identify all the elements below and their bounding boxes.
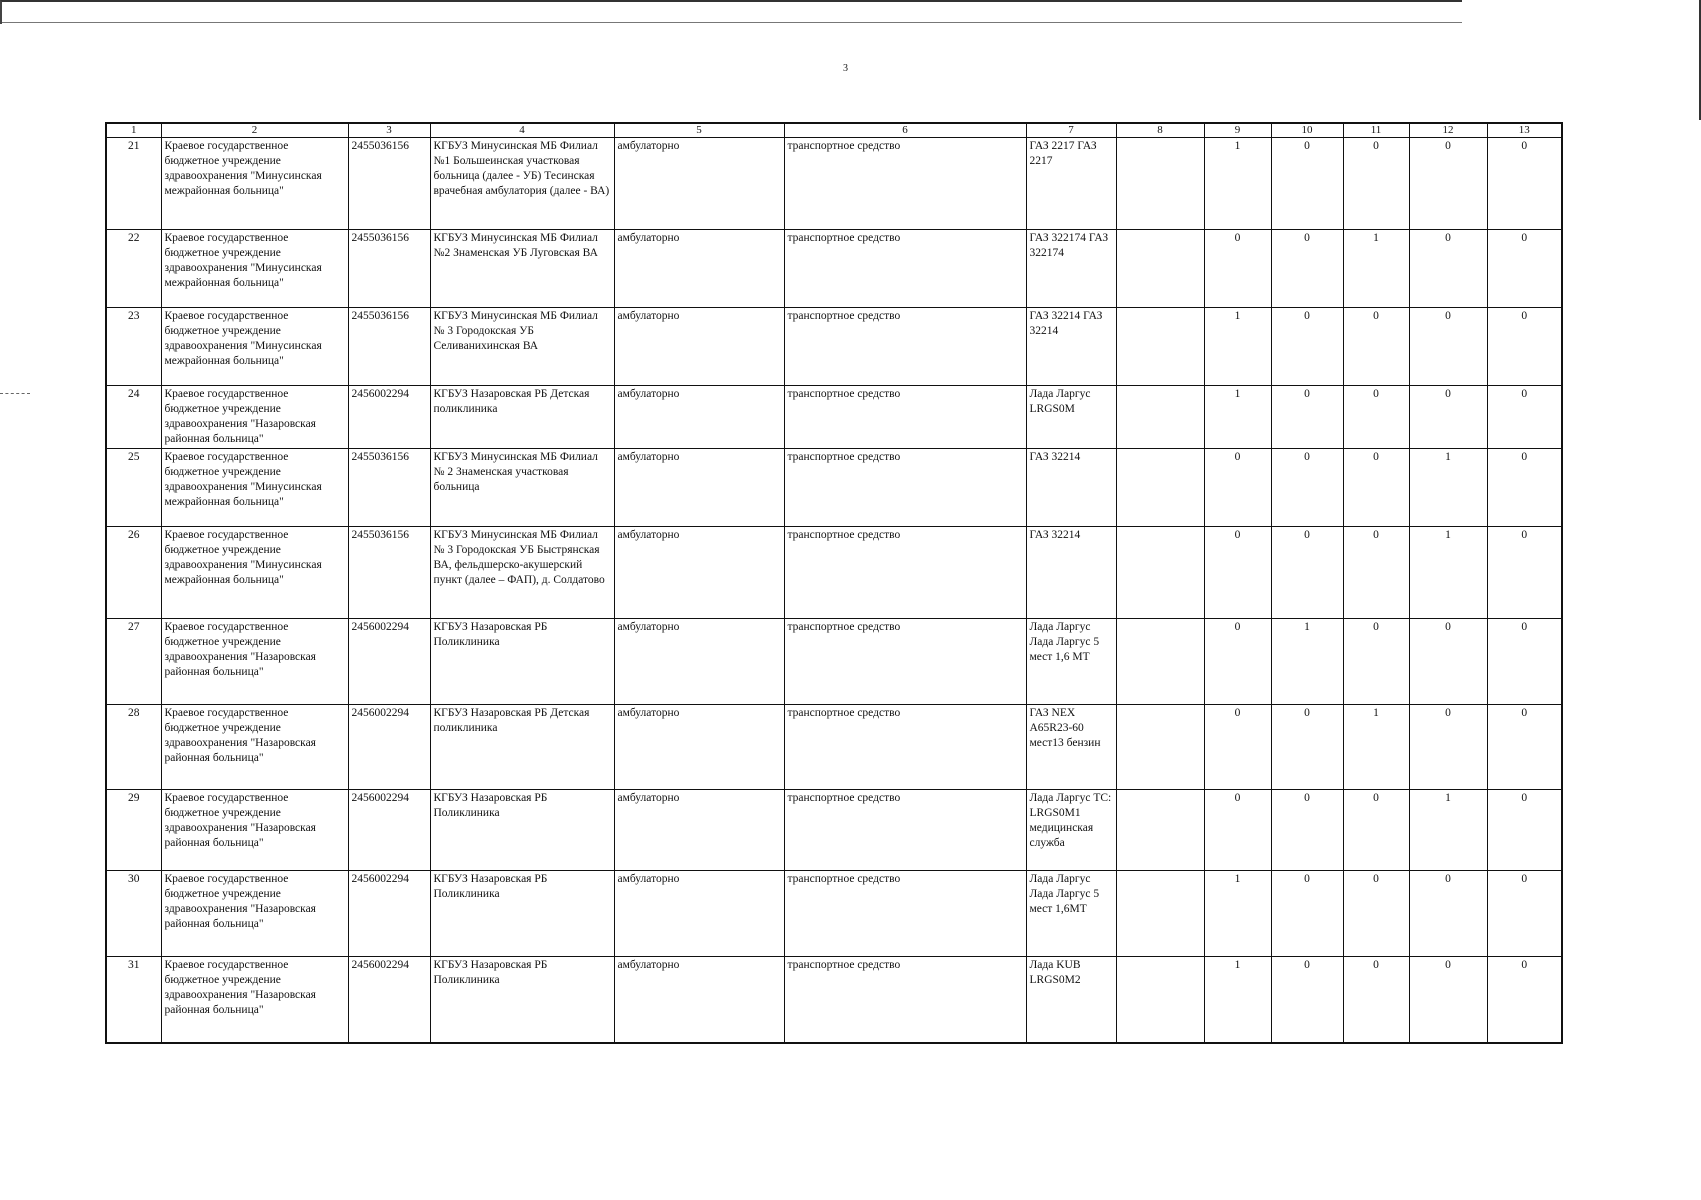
col-8 [1116,957,1204,1043]
col-11: 0 [1343,871,1409,957]
col-13: 0 [1487,308,1562,386]
resource-type: транспортное средство [784,790,1026,871]
care-mode: амбулаторно [614,230,784,308]
row-number: 29 [106,790,161,871]
col-12: 0 [1409,957,1487,1043]
resource-type: транспортное средство [784,138,1026,230]
care-mode: амбулаторно [614,705,784,790]
organization-name: Краевое государственное бюджетное учреждение здравоохранения "Назаровская районная больница" [161,619,348,705]
col-10: 0 [1271,308,1343,386]
organization-name: Краевое государственное бюджетное учреждение здравоохранения "Минусинская межрайонная больница" [161,230,348,308]
col-9: 0 [1204,449,1271,527]
col-13: 0 [1487,619,1562,705]
row-number: 30 [106,871,161,957]
column-header: 8 [1116,123,1204,138]
organization-name: Краевое государственное бюджетное учреждение здравоохранения "Минусинская межрайонная больница" [161,527,348,619]
resource-type: транспортное средство [784,957,1026,1043]
col-10: 0 [1271,790,1343,871]
unit-name: КГБУЗ Назаровская РБ Поликлиника [430,790,614,871]
unit-name: КГБУЗ Назаровская РБ Поликлиника [430,957,614,1043]
unit-name: КГБУЗ Минусинская МБ Филиал № 3 Городокская УБ Быстрянская ВА, фельдшерско-акушерский пункт (далее – ФАП), д. Солдатово [430,527,614,619]
row-number: 31 [106,957,161,1043]
resource-type: транспортное средство [784,230,1026,308]
care-mode: амбулаторно [614,308,784,386]
column-header: 11 [1343,123,1409,138]
care-mode: амбулаторно [614,790,784,871]
col-8 [1116,705,1204,790]
unit-name: КГБУЗ Минусинская МБ Филиал №2 Знаменская УБ Луговская ВА [430,230,614,308]
col-10: 0 [1271,386,1343,449]
vehicle-model: ГАЗ NEX A65R23-60 мест13 бензин [1026,705,1116,790]
table-row [106,308,1562,386]
row-number: 27 [106,619,161,705]
col-8 [1116,619,1204,705]
table-body [106,138,1562,1043]
col-13: 0 [1487,138,1562,230]
col-12: 0 [1409,138,1487,230]
row-number: 21 [106,138,161,230]
scan-border-top [0,0,1462,24]
table-row [106,957,1562,1043]
col-9: 0 [1204,527,1271,619]
column-header: 12 [1409,123,1487,138]
col-10: 0 [1271,230,1343,308]
resource-type: транспортное средство [784,386,1026,449]
care-mode: амбулаторно [614,957,784,1043]
vehicle-model: ГАЗ 32214 [1026,449,1116,527]
col-8 [1116,230,1204,308]
data-table [105,122,1563,1044]
col-8 [1116,449,1204,527]
resource-type: транспортное средство [784,449,1026,527]
scan-margin-mark [0,393,30,394]
col-9: 1 [1204,138,1271,230]
organization-name: Краевое государственное бюджетное учреждение здравоохранения "Назаровская районная больница" [161,386,348,449]
row-number: 28 [106,705,161,790]
col-9: 1 [1204,957,1271,1043]
col-11: 1 [1343,230,1409,308]
vehicle-model: Лада Ларгус Лада Ларгус 5 мест 1,6 МТ [1026,619,1116,705]
table-row [106,138,1562,230]
vehicle-model: Лада Ларгус ТС: LRGS0M1 медицинская служба [1026,790,1116,871]
column-header: 1 [106,123,161,138]
column-header: 13 [1487,123,1562,138]
vehicle-model: Лада Ларгус LRGS0M [1026,386,1116,449]
organization-name: Краевое государственное бюджетное учреждение здравоохранения "Назаровская районная больница" [161,790,348,871]
col-11: 1 [1343,705,1409,790]
col-12: 0 [1409,705,1487,790]
resource-type: транспортное средство [784,308,1026,386]
inn: 2455036156 [348,230,430,308]
table-row [106,449,1562,527]
resource-type: транспортное средство [784,871,1026,957]
col-10: 0 [1271,449,1343,527]
col-8 [1116,790,1204,871]
col-11: 0 [1343,790,1409,871]
organization-name: Краевое государственное бюджетное учреждение здравоохранения "Минусинская межрайонная больница" [161,449,348,527]
inn: 2455036156 [348,308,430,386]
col-9: 1 [1204,386,1271,449]
col-13: 0 [1487,527,1562,619]
col-12: 0 [1409,619,1487,705]
row-number: 25 [106,449,161,527]
col-13: 0 [1487,705,1562,790]
inn: 2456002294 [348,790,430,871]
col-13: 0 [1487,386,1562,449]
table-row [106,871,1562,957]
col-10: 0 [1271,705,1343,790]
inn: 2455036156 [348,527,430,619]
table-row [106,705,1562,790]
organization-name: Краевое государственное бюджетное учреждение здравоохранения "Назаровская районная больница" [161,705,348,790]
table-row [106,230,1562,308]
col-13: 0 [1487,449,1562,527]
col-9: 0 [1204,230,1271,308]
col-9: 0 [1204,619,1271,705]
col-10: 0 [1271,138,1343,230]
inn: 2456002294 [348,957,430,1043]
resource-type: транспортное средство [784,705,1026,790]
col-11: 0 [1343,619,1409,705]
unit-name: КГБУЗ Назаровская РБ Поликлиника [430,619,614,705]
column-header: 9 [1204,123,1271,138]
table-row [106,790,1562,871]
col-9: 0 [1204,705,1271,790]
col-8 [1116,871,1204,957]
unit-name: КГБУЗ Минусинская МБ Филиал № 3 Городокская УБ Селиванихинская ВА [430,308,614,386]
col-11: 0 [1343,957,1409,1043]
col-10: 0 [1271,957,1343,1043]
column-header: 4 [430,123,614,138]
col-8 [1116,386,1204,449]
table-row [106,527,1562,619]
inn: 2455036156 [348,449,430,527]
column-header: 2 [161,123,348,138]
table-header-row [106,123,1562,138]
unit-name: КГБУЗ Назаровская РБ Детская поликлиника [430,386,614,449]
unit-name: КГБУЗ Назаровская РБ Поликлиника [430,871,614,957]
col-8 [1116,527,1204,619]
col-11: 0 [1343,449,1409,527]
vehicle-model: ГАЗ 32214 [1026,527,1116,619]
col-9: 0 [1204,790,1271,871]
table-row [106,619,1562,705]
organization-name: Краевое государственное бюджетное учреждение здравоохранения "Минусинская межрайонная больница" [161,308,348,386]
unit-name: КГБУЗ Назаровская РБ Детская поликлиника [430,705,614,790]
col-11: 0 [1343,386,1409,449]
column-header: 5 [614,123,784,138]
col-11: 0 [1343,138,1409,230]
organization-name: Краевое государственное бюджетное учреждение здравоохранения "Минусинская межрайонная больница" [161,138,348,230]
col-12: 0 [1409,230,1487,308]
col-12: 1 [1409,527,1487,619]
unit-name: КГБУЗ Минусинская МБ Филиал №1 Большеинская участковая больница (далее - УБ) Тесинская врачебная амбулатория (далее - ВА) [430,138,614,230]
inn: 2456002294 [348,386,430,449]
care-mode: амбулаторно [614,138,784,230]
column-header: 6 [784,123,1026,138]
column-header: 10 [1271,123,1343,138]
col-8 [1116,308,1204,386]
col-9: 1 [1204,871,1271,957]
col-10: 1 [1271,619,1343,705]
care-mode: амбулаторно [614,449,784,527]
resource-type: транспортное средство [784,619,1026,705]
col-9: 1 [1204,308,1271,386]
vehicle-model: ГАЗ 32214 ГАЗ 32214 [1026,308,1116,386]
col-8 [1116,138,1204,230]
inn: 2456002294 [348,871,430,957]
organization-name: Краевое государственное бюджетное учреждение здравоохранения "Назаровская районная больница" [161,957,348,1043]
col-11: 0 [1343,527,1409,619]
col-10: 0 [1271,527,1343,619]
vehicle-model: ГАЗ 322174 ГАЗ 322174 [1026,230,1116,308]
care-mode: амбулаторно [614,386,784,449]
row-number: 26 [106,527,161,619]
col-13: 0 [1487,871,1562,957]
col-12: 0 [1409,386,1487,449]
page-number: 3 [843,63,848,74]
column-header: 3 [348,123,430,138]
col-12: 1 [1409,449,1487,527]
column-header: 7 [1026,123,1116,138]
col-12: 0 [1409,871,1487,957]
row-number: 24 [106,386,161,449]
vehicle-model: ГАЗ 2217 ГАЗ 2217 [1026,138,1116,230]
resource-type: транспортное средство [784,527,1026,619]
vehicle-model: Лада Ларгус Лада Ларгус 5 мест 1,6МТ [1026,871,1116,957]
organization-name: Краевое государственное бюджетное учреждение здравоохранения "Назаровская районная больница" [161,871,348,957]
table-row [106,386,1562,449]
col-12: 0 [1409,308,1487,386]
inn: 2456002294 [348,705,430,790]
care-mode: амбулаторно [614,871,784,957]
inn: 2455036156 [348,138,430,230]
unit-name: КГБУЗ Минусинская МБ Филиал № 2 Знаменская участковая больница [430,449,614,527]
col-13: 0 [1487,790,1562,871]
row-number: 23 [106,308,161,386]
col-12: 1 [1409,790,1487,871]
vehicle-model: Лада KUB LRGS0M2 [1026,957,1116,1043]
inn: 2456002294 [348,619,430,705]
col-10: 0 [1271,871,1343,957]
care-mode: амбулаторно [614,527,784,619]
col-13: 0 [1487,230,1562,308]
col-13: 0 [1487,957,1562,1043]
row-number: 22 [106,230,161,308]
col-11: 0 [1343,308,1409,386]
care-mode: амбулаторно [614,619,784,705]
